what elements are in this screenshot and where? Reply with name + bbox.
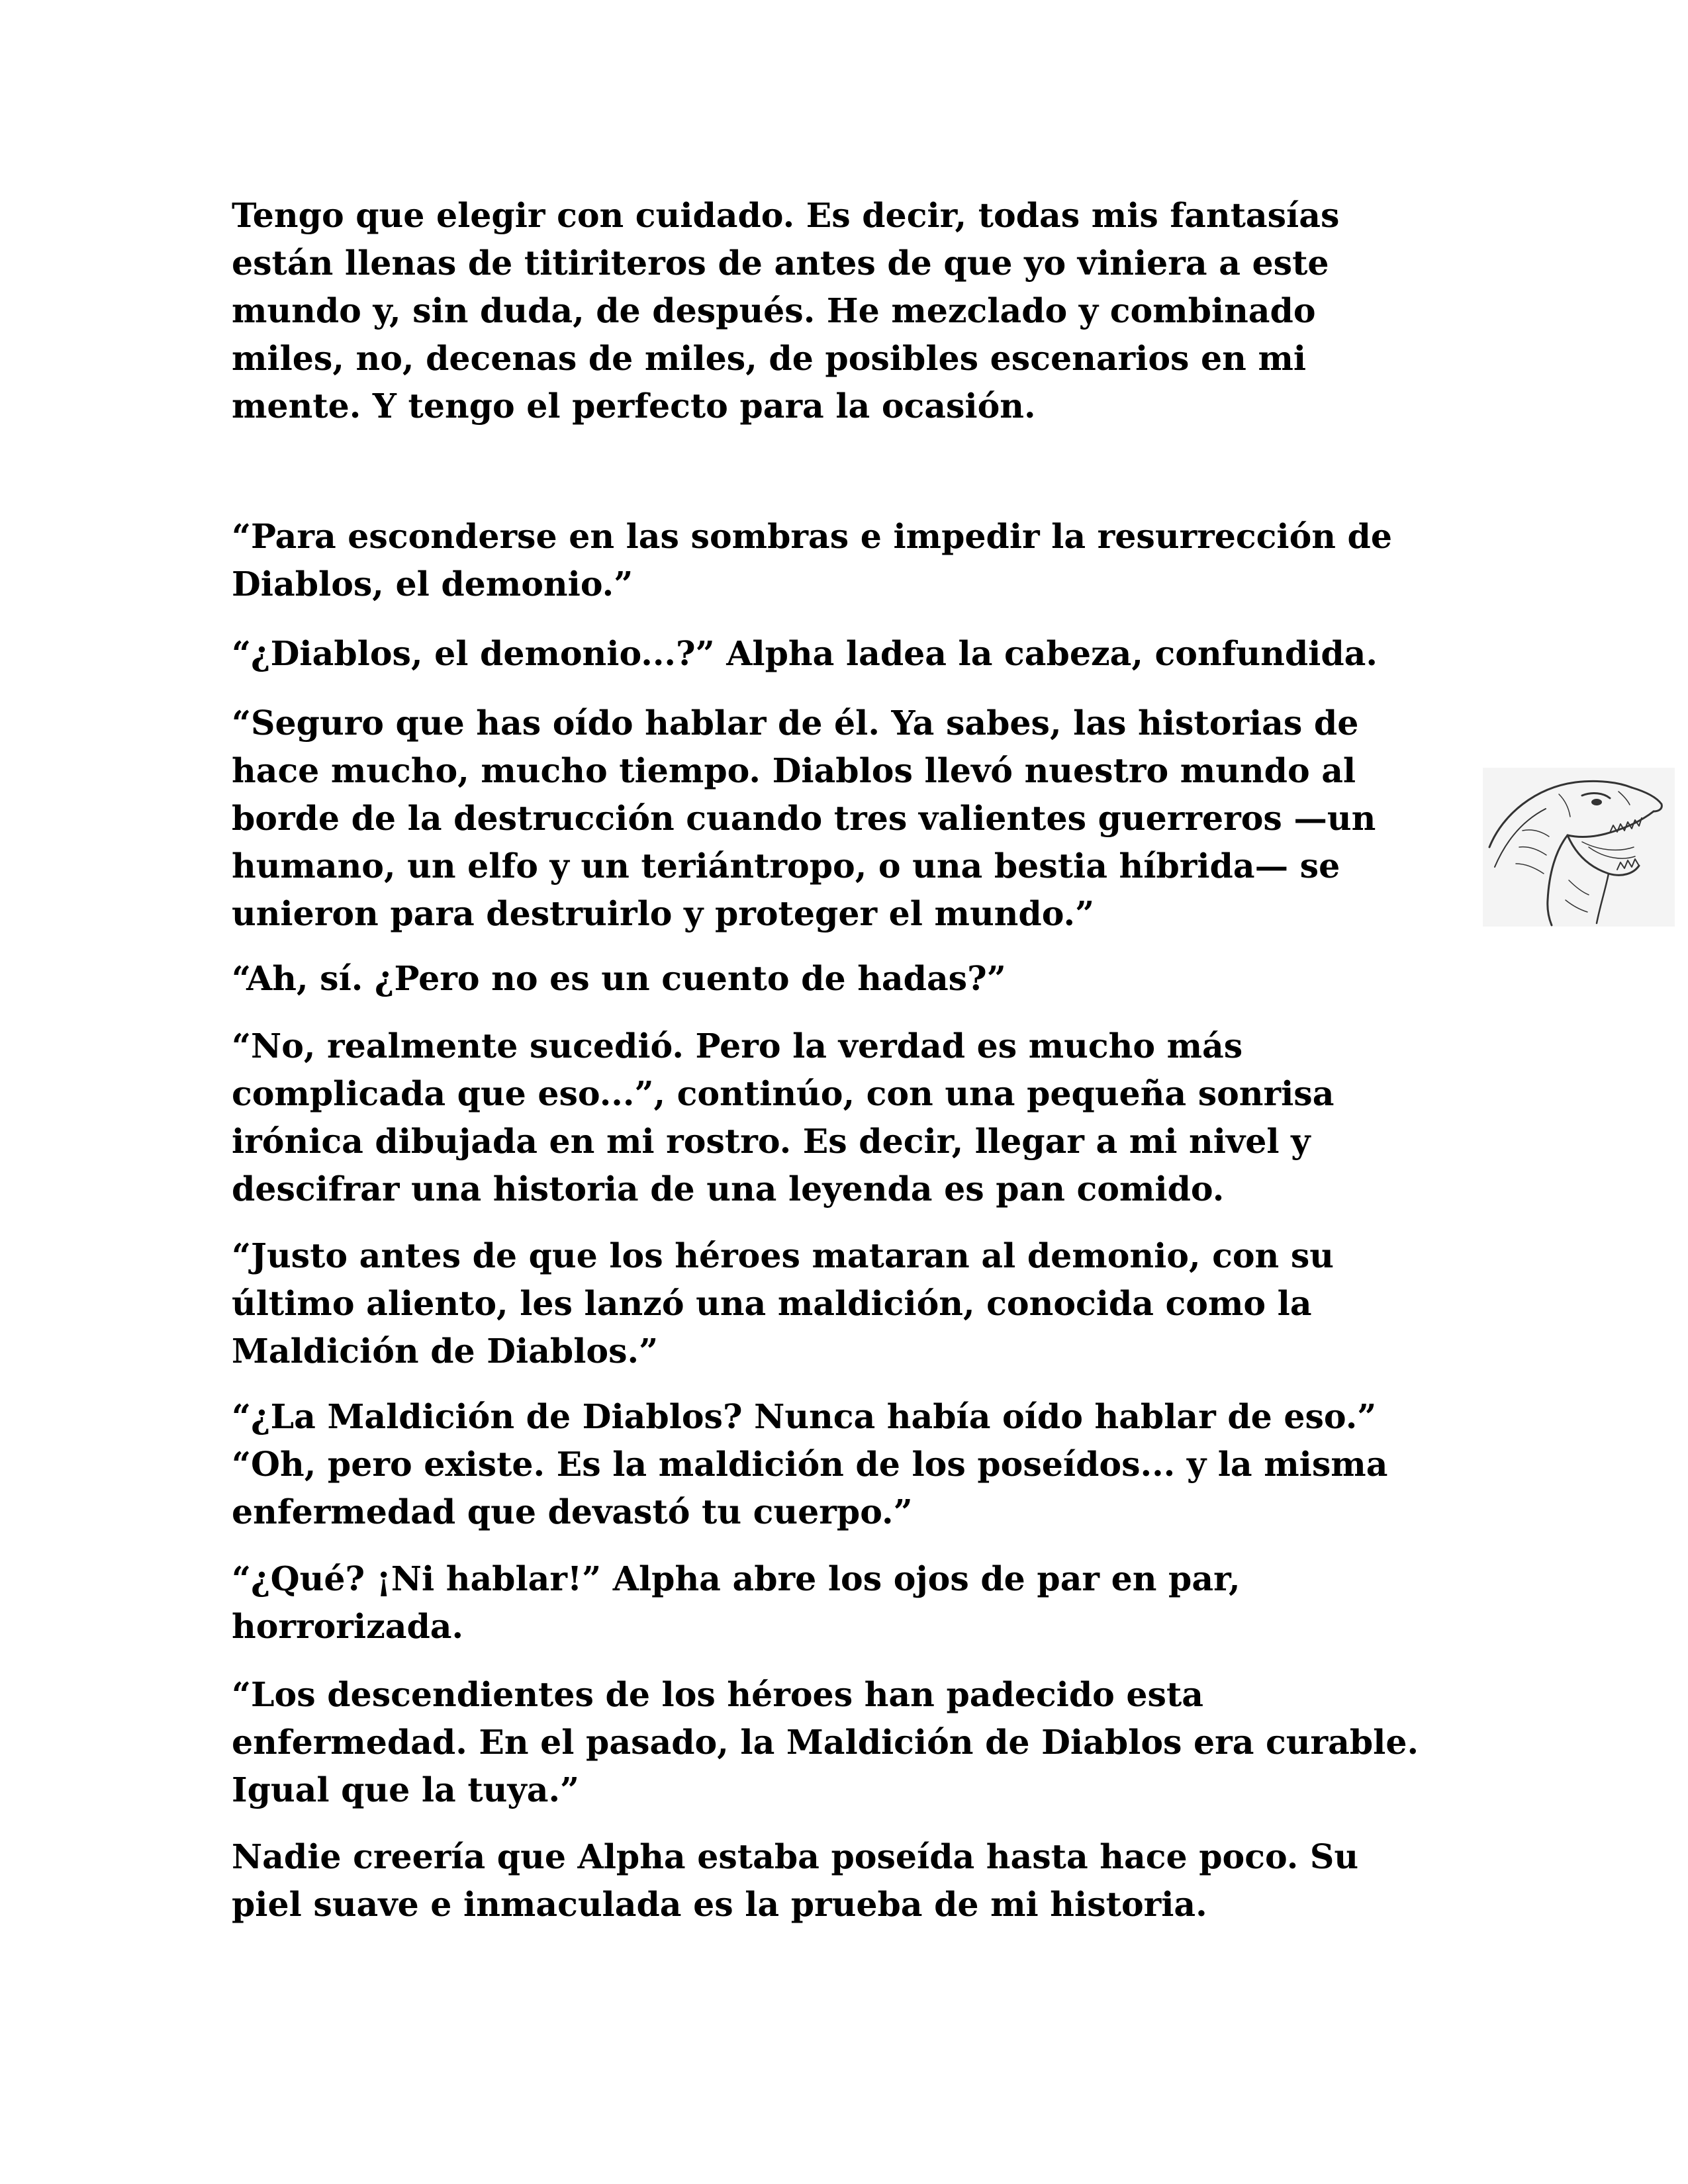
text-line: enfermedad que devastó tu cuerpo.” [232, 1492, 913, 1531]
text-line: borde de la destrucción cuando tres valientes guerreros —un [232, 799, 1376, 838]
text-line: Tengo que elegir con cuidado. Es decir, todas mis fantasías [232, 196, 1340, 235]
text-line: piel suave e inmaculada es la prueba de mi historia. [232, 1885, 1207, 1924]
text-line: descifrar una historia de una leyenda es pan comido. [232, 1169, 1225, 1208]
text-line: Nadie creería que Alpha estaba poseída hasta hace poco. Su [232, 1837, 1359, 1876]
paragraph-7 [232, 1232, 1456, 1375]
paragraph-3 [232, 630, 1456, 678]
text-line: están llenas de titiriteros de antes de que yo viniera a este [232, 244, 1329, 283]
paragraph-9 [232, 1555, 1456, 1651]
text-line: Igual que la tuya.” [232, 1770, 580, 1809]
paragraph-10 [232, 1671, 1456, 1814]
text-line: complicada que eso...”, continúo, con una pequeña sonrisa [232, 1074, 1335, 1113]
paragraph-5 [232, 955, 1456, 1003]
text-line: “Ah, sí. ¿Pero no es un cuento de hadas?” [232, 959, 1006, 998]
paragraph-8 [232, 1393, 1456, 1536]
text-line: “Los descendientes de los héroes han padecido esta [232, 1675, 1204, 1714]
text-line: humano, un elfo y un teriántropo, o una bestia híbrida— se [232, 846, 1340, 886]
text-line: Maldición de Diablos.” [232, 1332, 659, 1371]
text-line: último aliento, les lanzó una maldición, conocida como la [232, 1284, 1312, 1323]
text-line: mente. Y tengo el perfecto para la ocasión. [232, 387, 1036, 426]
dinosaur-sketch-icon [1483, 768, 1675, 927]
text-line: “¿Qué? ¡Ni hablar!” Alpha abre los ojos de par en par, [232, 1559, 1241, 1598]
paragraph-4 [232, 700, 1456, 938]
text-line: “Justo antes de que los héroes mataran al demonio, con su [232, 1236, 1334, 1275]
text-line: unieron para destruirlo y proteger el mundo.” [232, 894, 1095, 933]
text-line: hace mucho, mucho tiempo. Diablos llevó nuestro mundo al [232, 751, 1356, 790]
paragraph-6 [232, 1023, 1456, 1213]
paragraph-1 [232, 192, 1456, 430]
paragraph-2 [232, 513, 1456, 608]
text-line: “Para esconderse en las sombras e impedir la resurrección de [232, 517, 1393, 556]
text-line: “Seguro que has oído hablar de él. Ya sabes, las historias de [232, 704, 1359, 743]
text-line: enfermedad. En el pasado, la Maldición de Diablos era curable. [232, 1723, 1419, 1762]
paragraph-11 [232, 1833, 1456, 1929]
text-line: mundo y, sin duda, de después. He mezclado y combinado [232, 291, 1316, 330]
text-line: horrorizada. [232, 1607, 464, 1646]
text-line: “No, realmente sucedió. Pero la verdad es mucho más [232, 1026, 1243, 1066]
text-line: “¿La Maldición de Diablos? Nunca había oído hablar de eso.” [232, 1397, 1377, 1436]
text-line: “¿Diablos, el demonio...?” Alpha ladea la cabeza, confundida. [232, 634, 1378, 673]
text-line: “Oh, pero existe. Es la maldición de los poseídos... y la misma [232, 1445, 1388, 1484]
text-line: Diablos, el demonio.” [232, 565, 633, 604]
text-line: miles, no, decenas de miles, de posibles escenarios en mi [232, 339, 1307, 378]
text-line: irónica dibujada en mi rostro. Es decir, llegar a mi nivel y [232, 1122, 1311, 1161]
